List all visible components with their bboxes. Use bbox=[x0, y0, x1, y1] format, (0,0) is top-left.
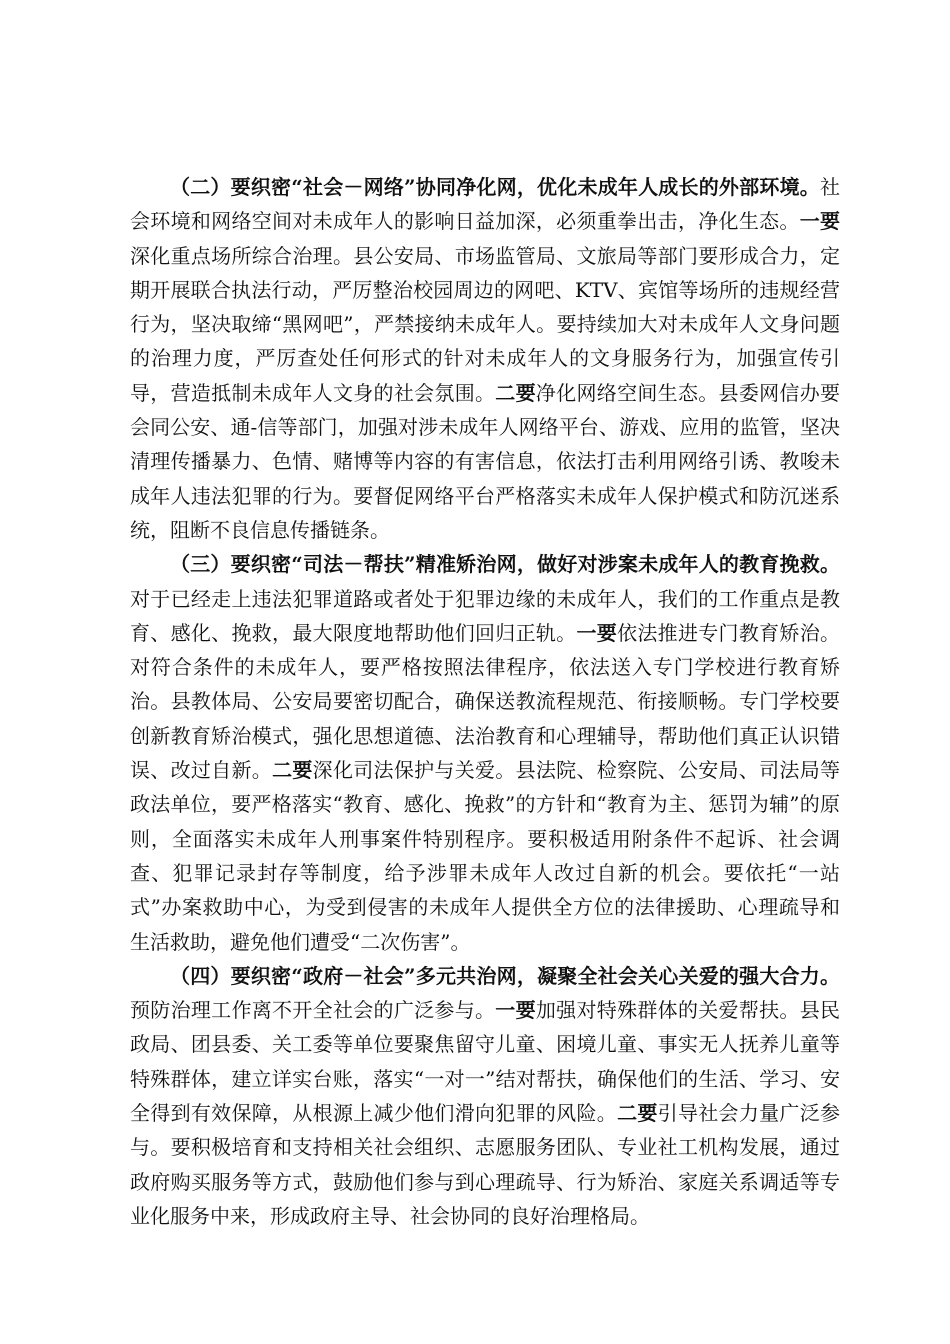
paragraph-section-3 bbox=[130, 547, 840, 959]
section-3-point-2-label: 二要 bbox=[272, 758, 313, 783]
section-4-point-2-text: 引导社会力量广泛参与。要积极培育和支持相关社会组织、志愿服务团队、专业社工机构发展，通过政府购买服务等方式，鼓励他们参与到心理疏导、行为矫治、家庭关系调适等专业化服务中来，形成政府主导、社会协同的良好治理格局。 bbox=[130, 1101, 841, 1228]
paragraph-section-2 bbox=[130, 170, 840, 547]
section-2-point-1-label: 一要 bbox=[799, 209, 841, 234]
section-3-intro: 对于已经走上违法犯罪道路或者处于犯罪边缘的未成年人，我们的工作重点是教育、感化、挽救，最大限度地帮助他们回归正轨。 bbox=[130, 586, 840, 645]
section-3-heading: （三）要织密“司法－帮扶”精准矫治网，做好对涉案未成年人的教育挽救。 bbox=[170, 552, 840, 577]
section-2-heading: （二）要织密“社会－网络”协同净化网，优化未成年人成长的外部环境。 bbox=[170, 175, 820, 199]
section-4-point-2-label: 二要 bbox=[617, 1101, 658, 1126]
section-3-point-1-text: 依法推进专门教育矫治。对符合条件的未成年人，要严格按照法律程序，依法送入专门学校进行教育矫治。县教体局、公安局要密切配合，确保送教流程规范、衔接顺畅。专门学校要创新教育矫治模式，强化思想道德、法治教育和心理辅导，帮助他们真正认识错误、改过自新。 bbox=[130, 620, 841, 783]
section-4-intro: 预防治理工作离不开全社会的广泛参与。 bbox=[130, 998, 496, 1023]
document-page bbox=[130, 170, 840, 1233]
section-4-heading: （四）要织密“政府－社会”多元共治网，凝聚全社会关心关爱的强大合力。 bbox=[170, 963, 840, 988]
section-2-point-2-label: 二要 bbox=[495, 380, 536, 405]
section-2-point-2-text: 净化网络空间生态。县委网信办要会同公安、通-信等部门，加强对涉未成年人网络平台、游戏、应用的监管，坚决清理传播暴力、色情、赌博等内容的有害信息，依法打击利用网络引诱、教唆未成年人违法犯罪的行为。要督促网络平台严格落实未成年人保护模式和防沉迷系统，阻断不良信息传播链条。 bbox=[130, 380, 841, 542]
section-4-point-1-label: 一要 bbox=[495, 998, 536, 1023]
paragraph-section-4 bbox=[130, 959, 840, 1233]
section-2-point-1-text: 深化重点场所综合治理。县公安局、市场监管局、文旅局等部门要形成合力，定期开展联合执法行动，严厉整治校园周边的网吧、KTV、宾馆等场所的违规经营行为，坚决取缔“黑网吧”，严禁接纳未成年人。要持续加大对未成年人文身问题的治理力度，严厉查处任何形式的针对未成年人的文身服务行为，加强宣传引导，营造抵制未成年人文身的社会氛围。 bbox=[130, 243, 840, 405]
section-2-intro: 社会环境和网络空间对未成年人的影响日益加深，必须重拳出击，净化生态。 bbox=[130, 175, 840, 234]
section-3-point-2-text: 深化司法保护与关爱。县法院、检察院、公安局、司法局等政法单位，要严格落实“教育、感化、挽救”的方针和“教育为主、惩罚为辅”的原则，全面落实未成年人刑事案件特别程序。要积极适用附条件不起诉、社会调查、犯罪记录封存等制度，给予涉罪未成年人改过自新的机会。要依托“一站式”办案救助中心，为受到侵害的未成年人提供全方位的法律援助、心理疏导和生活救助，避免他们遭受“二次伤害”。 bbox=[130, 758, 841, 954]
section-4-point-1-text: 加强对特殊群体的关爱帮扶。县民政局、团县委、关工委等单位要聚焦留守儿童、困境儿童、事实无人抚养儿童等特殊群体，建立详实台账，落实“一对一”结对帮扶，确保他们的生活、学习、安全得到有效保障，从根源上减少他们滑向犯罪的风险。 bbox=[130, 998, 841, 1126]
section-3-point-1-label: 一要 bbox=[576, 620, 618, 645]
